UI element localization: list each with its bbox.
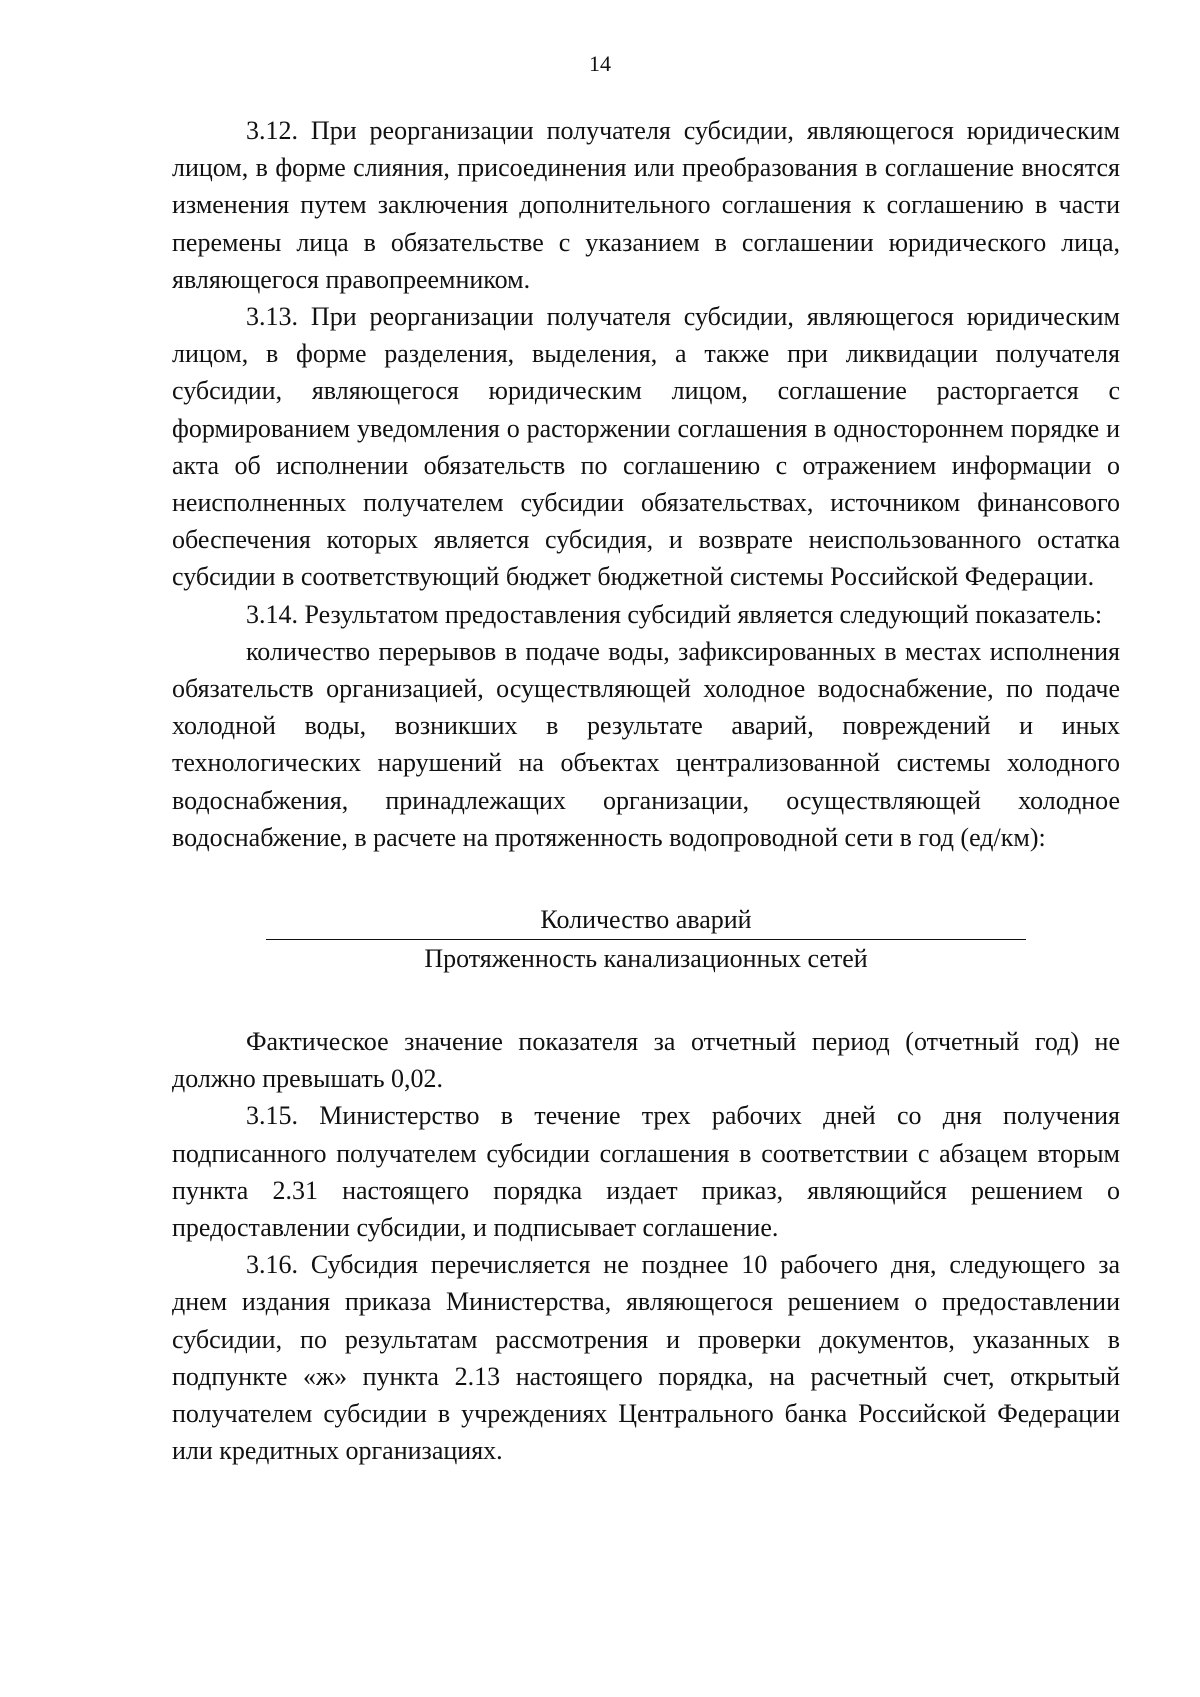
- paragraph-indicator-description: количество перерывов в подаче воды, зафиксированных в местах исполнения обязательств организацией, осуществляющей холодное водоснабжение, по подаче холодной воды, возникших в результате аварий, повреждений и иных технологических нарушений на объектах централизованной системы холодного водоснабжения, принадлежащих организации, осуществляющей холодное водоснабжение, в расчете на протяженность водопроводной сети в год (ед/км):: [172, 636, 1120, 852]
- paragraph-actual-value: Фактическое значение показателя за отчетный период (отчетный год) не должно превышать 0,02.: [172, 1027, 1120, 1094]
- paragraph-3-13: 3.13. При реорганизации получателя субсидии, являющегося юридическим лицом, в форме разделения, выделения, а также при ликвидации получателя субсидии, являющегося юридическим лицом, соглашение расторгается с формированием уведомления о расторжении соглашения в одностороннем порядке и акта об исполнении обязательств по соглашению с отражением информации о неисполненных получателем субсидии обязательствах, источником финансового обеспечения которых является субсидия, и возврате неиспользованного остатка субсидии в соответствующий бюджет бюджетной системы Российской Федерации.: [172, 302, 1120, 592]
- formula-numerator: Количество аварий: [540, 905, 752, 935]
- paragraph-3-16: 3.16. Субсидия перечисляется не позднее 10 рабочего дня, следующего за днем издания приказа Министерства, являющегося решением о предоставлении субсидии, по результатам рассмотрения и проверки документов, указанных в подпункте «ж» пункта 2.13 настоящего порядка, на расчетный счет, открытый получателем субсидии в учреждениях Центрального банка Российской Федерации или кредитных организациях.: [172, 1250, 1120, 1466]
- indicator-formula: [172, 903, 1120, 977]
- paragraph-3-15: 3.15. Министерство в течение трех рабочих дней со дня получения подписанного получателем субсидии соглашения в соответствии с абзацем вторым пункта 2.31 настоящего порядка издает приказ, являющийся решением о предоставлении субсидии, и подписывает соглашение.: [172, 1101, 1120, 1243]
- formula-denominator: Протяженность канализационных сетей: [424, 944, 868, 974]
- paragraph-3-12: 3.12. При реорганизации получателя субсидии, являющегося юридическим лицом, в форме слияния, присоединения или преобразования в соглашение вносятся изменения путем заключения дополнительного соглашения к соглашению в части перемены лица в обязательстве с указанием в соглашении юридического лица, являющегося правопреемником.: [172, 116, 1120, 294]
- document-body: [172, 112, 1120, 1470]
- page-number: 14: [589, 51, 611, 76]
- paragraph-3-14: 3.14. Результатом предоставления субсидий является следующий показатель:: [246, 599, 1103, 629]
